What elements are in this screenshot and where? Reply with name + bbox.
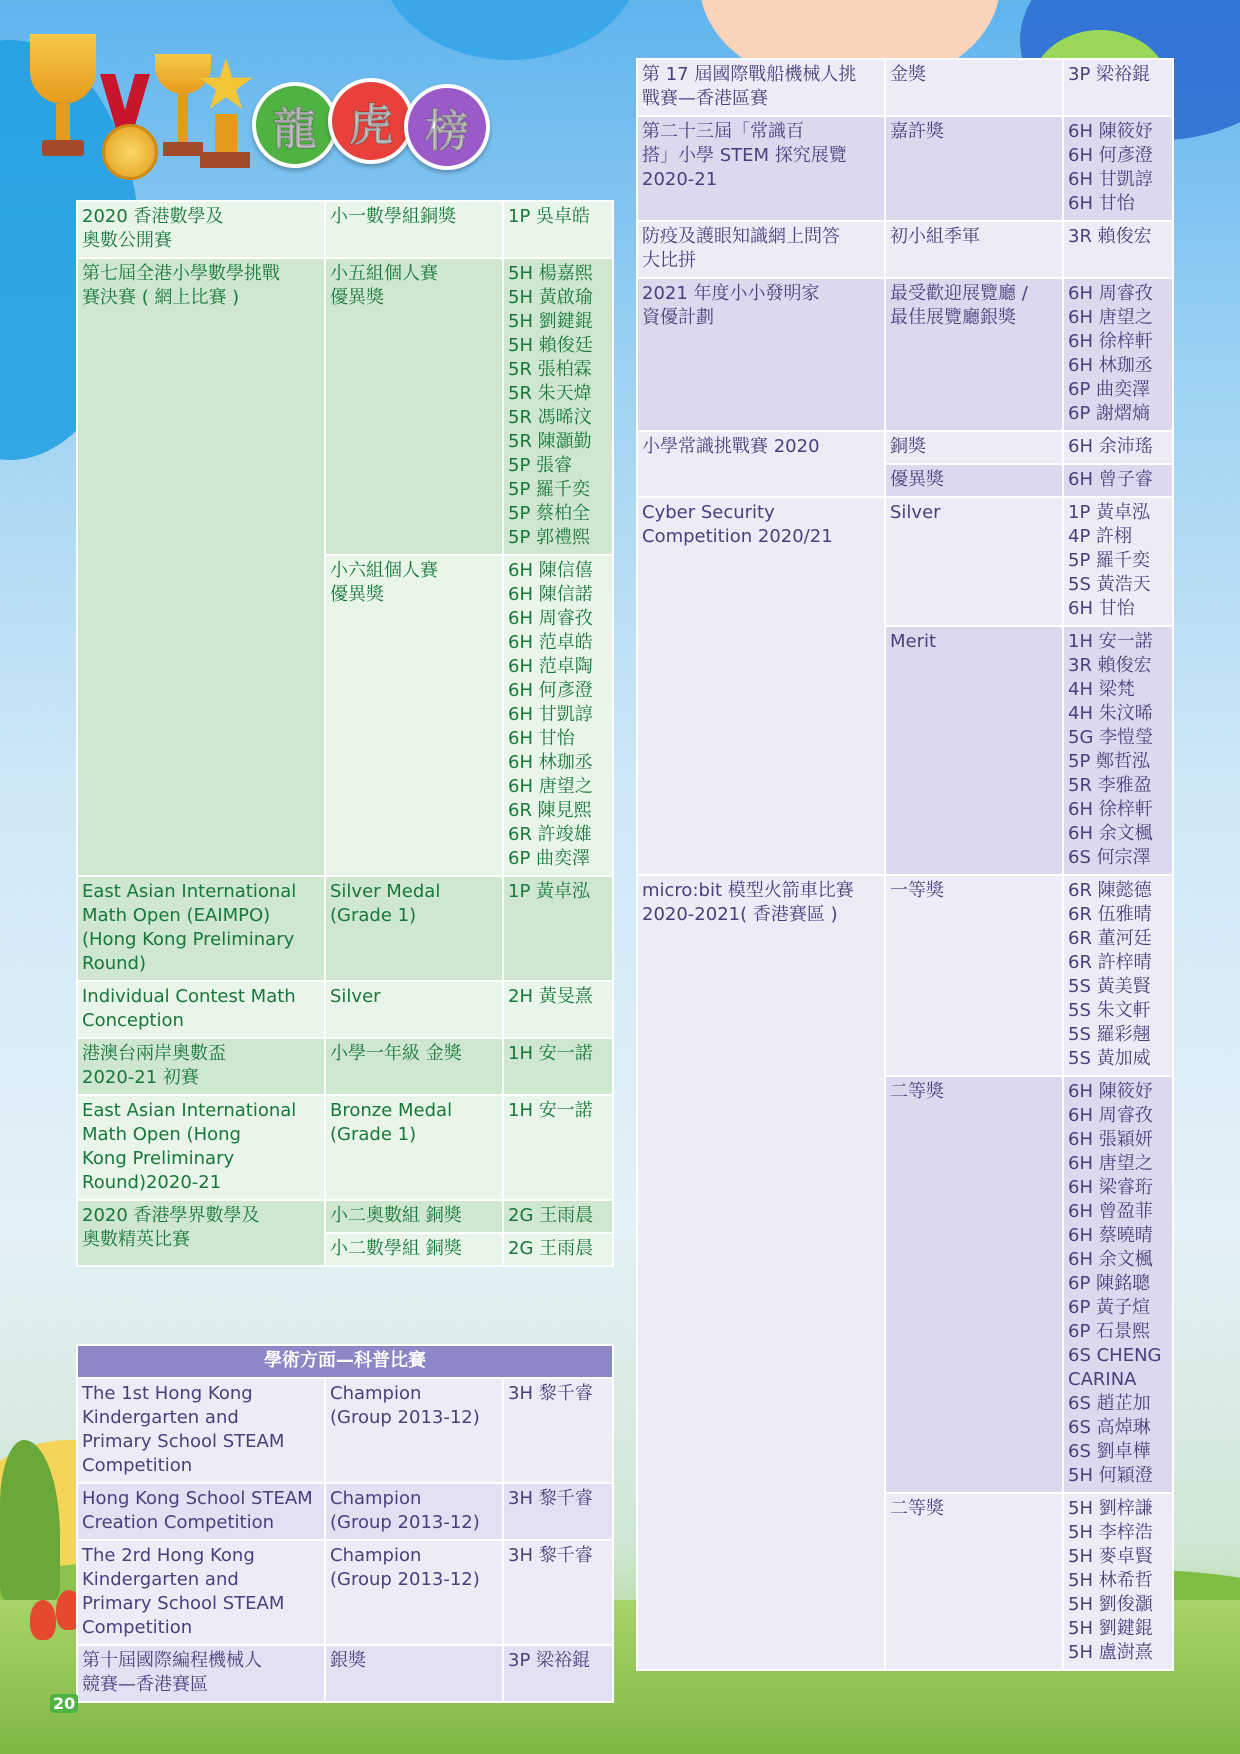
table-row xyxy=(637,59,1173,116)
event-cell: 小學常識挑戰賽 2020 xyxy=(637,431,885,497)
event-cell: 港澳台兩岸奧數盃 2020-21 初賽 xyxy=(77,1038,325,1095)
winner-names-cell: 2H 黃旻熹 xyxy=(503,981,613,1038)
winner-names-cell: 1P 吳卓皓 xyxy=(503,201,613,258)
award-cell: 小五組個人賽 優異獎 xyxy=(325,258,503,555)
award-cell: 小六組個人賽 優異獎 xyxy=(325,555,503,876)
event-cell: 第 17 屆國際戰船機械人挑 戰賽—香港區賽 xyxy=(637,59,885,116)
winner-names-cell: 1H 安一諾 xyxy=(503,1095,613,1200)
table-row xyxy=(77,201,613,258)
winner-names-cell: 3P 梁裕錕 xyxy=(1063,59,1173,116)
award-cell: Champion (Group 2013-12) xyxy=(325,1483,503,1540)
winner-names-cell: 6H 周睿孜 6H 唐望之 6H 徐梓軒 6H 林珈丞 6P 曲奕澤 6P 謝熠熵 xyxy=(1063,278,1173,431)
event-cell: 2020 香港數學及 奧數公開賽 xyxy=(77,201,325,258)
trophy-icon xyxy=(155,54,211,94)
event-cell: 第七屆全港小學數學挑戰 賽決賽 ( 網上比賽 ) xyxy=(77,258,325,876)
trophy-base xyxy=(163,142,203,156)
table-row xyxy=(637,431,1173,464)
award-cell: 小二數學組 銅獎 xyxy=(325,1233,503,1266)
award-cell: Champion (Group 2013-12) xyxy=(325,1378,503,1483)
award-cell: Silver xyxy=(325,981,503,1038)
event-cell: The 2rd Hong Kong Kindergarten and Primary School STEAM Competition xyxy=(77,1540,325,1645)
trophy-stem xyxy=(56,104,70,140)
table-row xyxy=(77,1095,613,1200)
event-cell: Hong Kong School STEAM Creation Competition xyxy=(77,1483,325,1540)
award-cell: Merit xyxy=(885,626,1063,875)
winner-names-cell: 1H 安一諾 xyxy=(503,1038,613,1095)
winner-names-cell: 5H 楊嘉熙 5H 黃啟瑜 5H 劉鍵錕 5H 賴俊廷 5R 張柏霖 5R 朱天煒 5R 馮晞汶 5R 陳灝勤 5P 張睿 5P 羅千奕 5P 蔡柏全 5P 郭禮熙 xyxy=(503,258,613,555)
trophy-icon xyxy=(30,34,96,104)
event-cell: 第二十三屆「常識百 搭」小學 STEM 探究展覽 2020-21 xyxy=(637,116,885,221)
event-cell: Individual Contest Math Conception xyxy=(77,981,325,1038)
winner-names-cell: 6H 余沛瑤 xyxy=(1063,431,1173,464)
table-row xyxy=(637,116,1173,221)
table-row xyxy=(77,258,613,555)
section-heading: 學術方面—科普比賽 xyxy=(77,1345,613,1378)
award-cell: 小一數學組銅獎 xyxy=(325,201,503,258)
winner-names-cell: 3P 梁裕錕 xyxy=(503,1645,613,1702)
trophy-stem xyxy=(178,94,188,144)
table-row xyxy=(637,875,1173,1076)
winner-names-cell: 5H 劉梓謙 5H 李梓浩 5H 麥卓賢 5H 林希哲 5H 劉俊灝 5H 劉鍵錕 5H 盧澍熹 xyxy=(1063,1493,1173,1670)
event-cell: 第十屆國際編程機械人 競賽—香港賽區 xyxy=(77,1645,325,1702)
winner-names-cell: 3R 賴俊宏 xyxy=(1063,221,1173,278)
event-cell: Cyber Security Competition 2020/21 xyxy=(637,497,885,875)
event-cell: micro:bit 模型火箭車比賽 2020-2021( 香港賽區 ) xyxy=(637,875,885,1670)
winner-names-cell: 2G 王雨晨 xyxy=(503,1200,613,1233)
award-cell: 最受歡迎展覽廳 / 最佳展覽廳銀獎 xyxy=(885,278,1063,431)
table-row xyxy=(77,1540,613,1645)
table-row xyxy=(77,876,613,981)
winner-names-cell: 6H 曾子睿 xyxy=(1063,464,1173,497)
award-cell: 小學一年級 金獎 xyxy=(325,1038,503,1095)
table-row xyxy=(77,1038,613,1095)
winner-names-cell: 3H 黎千睿 xyxy=(503,1540,613,1645)
event-cell: 2020 香港學界數學及 奧數精英比賽 xyxy=(77,1200,325,1266)
winner-names-cell: 1P 黃卓泓 xyxy=(503,876,613,981)
award-cell: Silver xyxy=(885,497,1063,626)
award-cell: Bronze Medal (Grade 1) xyxy=(325,1095,503,1200)
award-cell: 小二奧數組 銅獎 xyxy=(325,1200,503,1233)
star-trophy-stem xyxy=(215,114,237,154)
winner-names-cell: 6H 陳筱妤 6H 周睿孜 6H 張穎妍 6H 唐望之 6H 梁睿珩 6H 曾盈菲 6H 蔡曉晴 6H 余文楓 6P 陳銘聰 6P 黃子煊 6P 石景熙 6S CHENG CARINA 6S 趙芷加 6S 高焯琳 6S 劉卓樺 5H 何穎澄 xyxy=(1063,1076,1173,1493)
flower-icon xyxy=(30,1600,56,1640)
award-cell: 優異獎 xyxy=(885,464,1063,497)
event-cell: 防疫及護眼知識網上問答 大比拼 xyxy=(637,221,885,278)
award-cell: 銅獎 xyxy=(885,431,1063,464)
event-cell: 2021 年度小小發明家 資優計劃 xyxy=(637,278,885,431)
event-cell: East Asian International Math Open (Hong Kong Preliminary Round)2020-21 xyxy=(77,1095,325,1200)
page-header xyxy=(20,24,500,174)
table-row xyxy=(77,1378,613,1483)
award-cell: 金獎 xyxy=(885,59,1063,116)
science-awards-table-right xyxy=(636,58,1174,1671)
winner-names-cell: 1P 黃卓泓 4P 許栩 5P 羅千奕 5S 黃浩天 6H 甘怡 xyxy=(1063,497,1173,626)
page-number: 20 xyxy=(50,1694,78,1713)
award-cell: Silver Medal (Grade 1) xyxy=(325,876,503,981)
table-row xyxy=(77,1645,613,1702)
winner-names-cell: 2G 王雨晨 xyxy=(503,1233,613,1266)
science-awards-table-left xyxy=(76,1344,614,1703)
title-char: 虎 xyxy=(328,78,414,164)
award-cell: 嘉許獎 xyxy=(885,116,1063,221)
star-trophy-base xyxy=(200,152,250,168)
event-cell: East Asian International Math Open (EAIMPO) (Hong Kong Preliminary Round) xyxy=(77,876,325,981)
winner-names-cell: 6R 陳懿德 6R 伍雅晴 6R 董河廷 6R 許梓晴 5S 黃美賢 5S 朱文軒 5S 羅彩翹 5S 黃加威 xyxy=(1063,875,1173,1076)
table-row xyxy=(77,981,613,1038)
table-row xyxy=(637,278,1173,431)
medal-icon xyxy=(102,124,158,180)
title-char: 榜 xyxy=(404,84,490,170)
event-cell: The 1st Hong Kong Kindergarten and Primary School STEAM Competition xyxy=(77,1378,325,1483)
table-row xyxy=(637,221,1173,278)
award-cell: 二等獎 xyxy=(885,1493,1063,1670)
table-row xyxy=(637,497,1173,626)
award-cell: 二等獎 xyxy=(885,1076,1063,1493)
winner-names-cell: 3H 黎千睿 xyxy=(503,1483,613,1540)
winner-names-cell: 1H 安一諾 3R 賴俊宏 4H 梁梵 4H 朱汶晞 5G 李愷瑩 5P 鄭哲泓 5R 李雅盈 6H 徐梓軒 6H 余文楓 6S 何宗澤 xyxy=(1063,626,1173,875)
award-cell: 一等獎 xyxy=(885,875,1063,1076)
award-cell: 銀獎 xyxy=(325,1645,503,1702)
winner-names-cell: 6H 陳筱妤 6H 何彥澄 6H 甘凱諄 6H 甘怡 xyxy=(1063,116,1173,221)
winner-names-cell: 6H 陳信僖 6H 陳信諾 6H 周睿孜 6H 范卓皓 6H 范卓陶 6H 何彥澄 6H 甘凱諄 6H 甘怡 6H 林珈丞 6H 唐望之 6R 陳見熙 6R 許竣雄 6P 曲奕澤 xyxy=(503,555,613,876)
winner-names-cell: 3H 黎千睿 xyxy=(503,1378,613,1483)
trophy-base xyxy=(42,140,84,156)
award-cell: 初小組季軍 xyxy=(885,221,1063,278)
table-row xyxy=(77,1483,613,1540)
table-row xyxy=(77,1200,613,1233)
award-cell: Champion (Group 2013-12) xyxy=(325,1540,503,1645)
math-awards-table xyxy=(76,200,614,1267)
title-char: 龍 xyxy=(252,82,338,168)
